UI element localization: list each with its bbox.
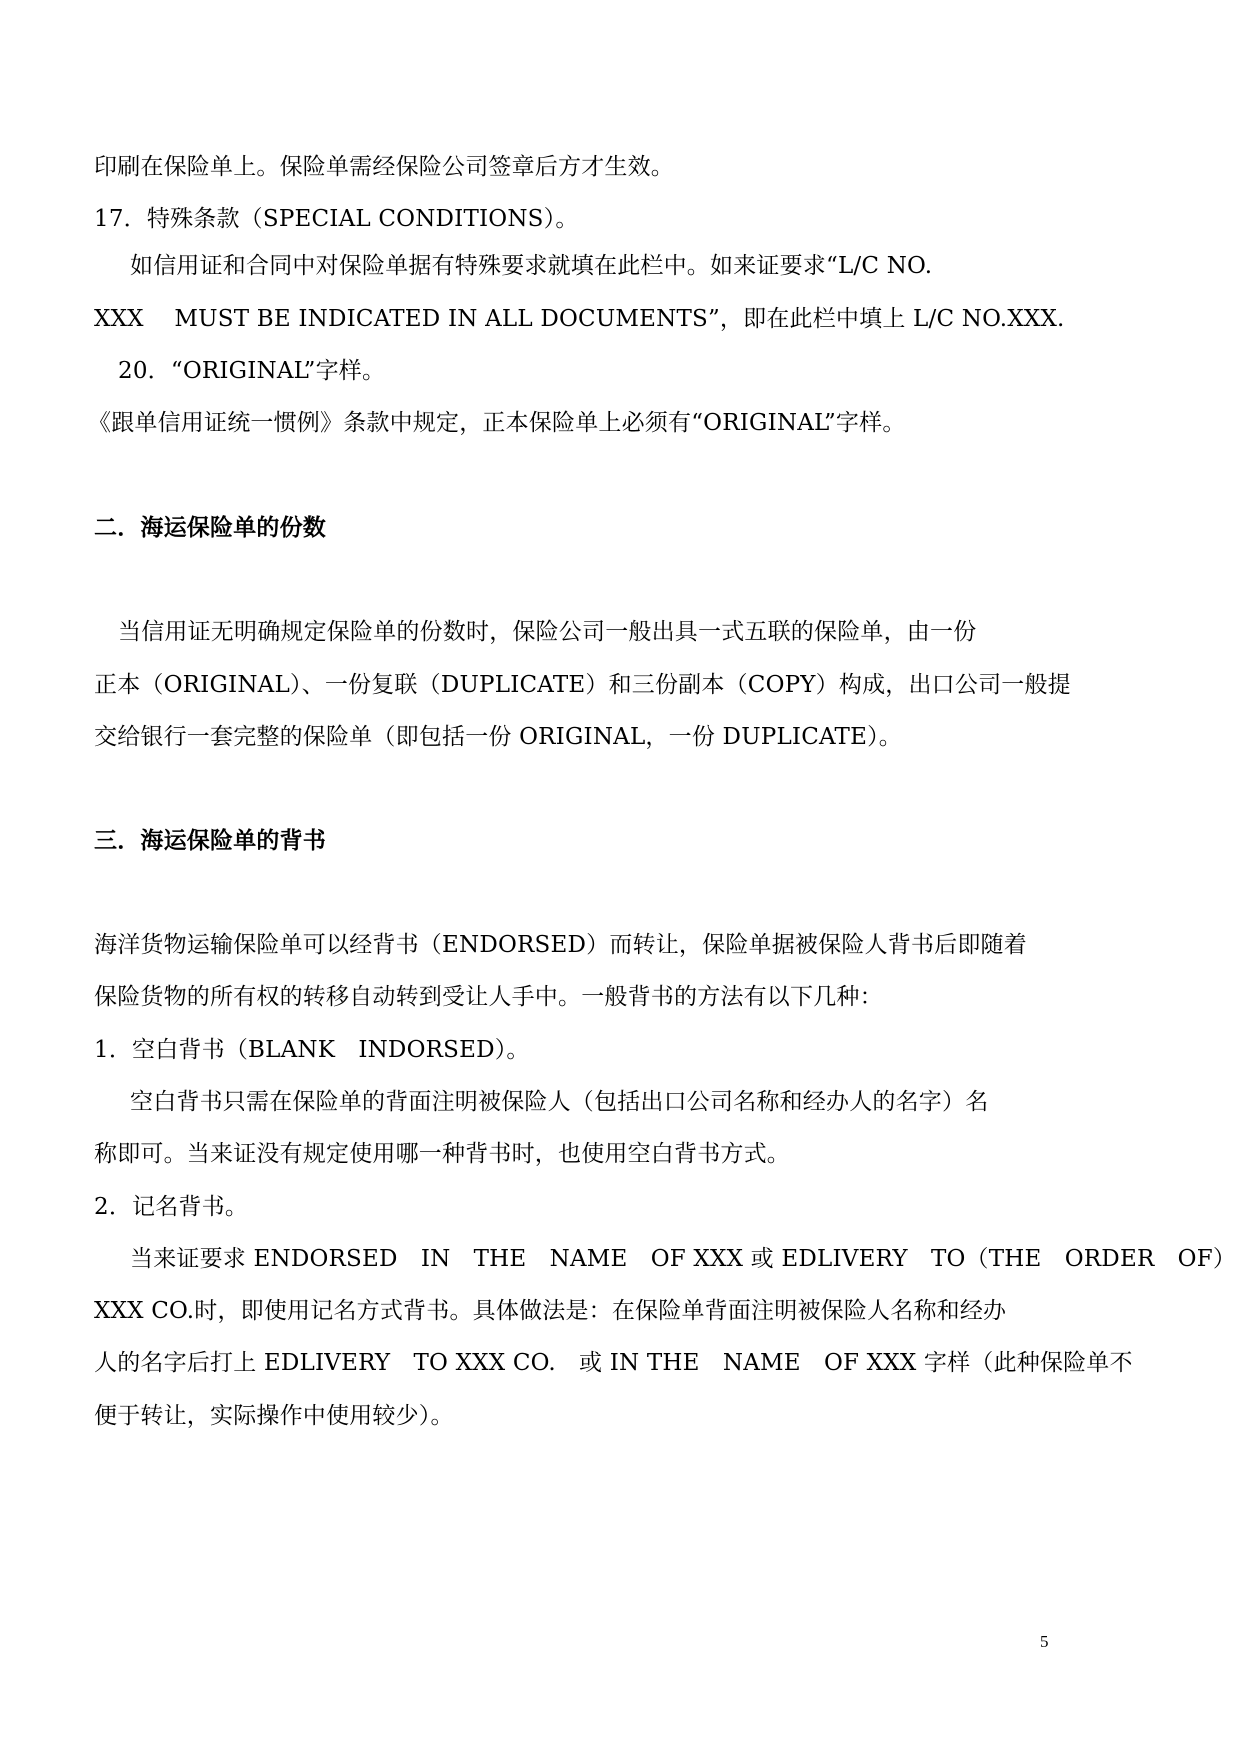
text-line: 印刷在保险单上。保险单需经保险公司签章后方才生效。 [94, 154, 674, 180]
item-heading-17: 17．特殊条款（SPECIAL CONDITIONS）。 [94, 206, 579, 232]
item-heading-20: 20．“ORIGINAL”字样。 [118, 358, 386, 384]
text-line: 交给银行一套完整的保险单（即包括一份 ORIGINAL，一份 DUPLICATE）。 [94, 724, 902, 750]
item-heading-2: 2．记名背书。 [94, 1194, 249, 1220]
section-heading-3: 三．海运保险单的背书 [94, 828, 326, 854]
page-number: 5 [1040, 1632, 1049, 1651]
text-line: 当来证要求 ENDORSED IN THE NAME OF XXX 或 EDLIVERY TO（THE ORDER OF） [130, 1246, 1237, 1272]
item-heading-1: 1．空白背书（BLANK INDORSED）。 [94, 1037, 530, 1063]
text-line: 空白背书只需在保险单的背面注明被保险人（包括出口公司名称和经办人的名字）名 [130, 1089, 989, 1115]
text-line: XXX MUST BE INDICATED IN ALL DOCUMENTS”，即在此栏中填上 L/C NO.XXX. [94, 306, 1065, 332]
text-line: XXX CO.时，即使用记名方式背书。具体做法是：在保险单背面注明被保险人名称和经办 [94, 1298, 1007, 1324]
text-line: 正本（ORIGINAL）、一份复联（DUPLICATE）和三份副本（COPY）构成，出口公司一般提 [94, 672, 1071, 698]
text-line: 当信用证无明确规定保险单的份数时，保险公司一般出具一式五联的保险单，由一份 [118, 619, 977, 645]
section-heading-2: 二．海运保险单的份数 [94, 515, 326, 541]
text-line: 保险货物的所有权的转移自动转到受让人手中。一般背书的方法有以下几种： [94, 984, 883, 1010]
text-line: 《跟单信用证统一惯例》条款中规定，正本保险单上必须有“ORIGINAL”字样。 [88, 410, 906, 436]
text-line: 海洋货物运输保险单可以经背书（ENDORSED）而转让，保险单据被保险人背书后即随着 [94, 932, 1027, 958]
text-line: 人的名字后打上 EDLIVERY TO XXX CO. 或 IN THE NAME OF XXX 字样（此种保险单不 [94, 1350, 1133, 1376]
text-line: 便于转让，实际操作中使用较少）。 [94, 1403, 454, 1429]
text-line: 称即可。当来证没有规定使用哪一种背书时，也使用空白背书方式。 [94, 1141, 790, 1167]
text-line: 如信用证和合同中对保险单据有特殊要求就填在此栏中。如来证要求“L/C NO. [130, 253, 933, 279]
